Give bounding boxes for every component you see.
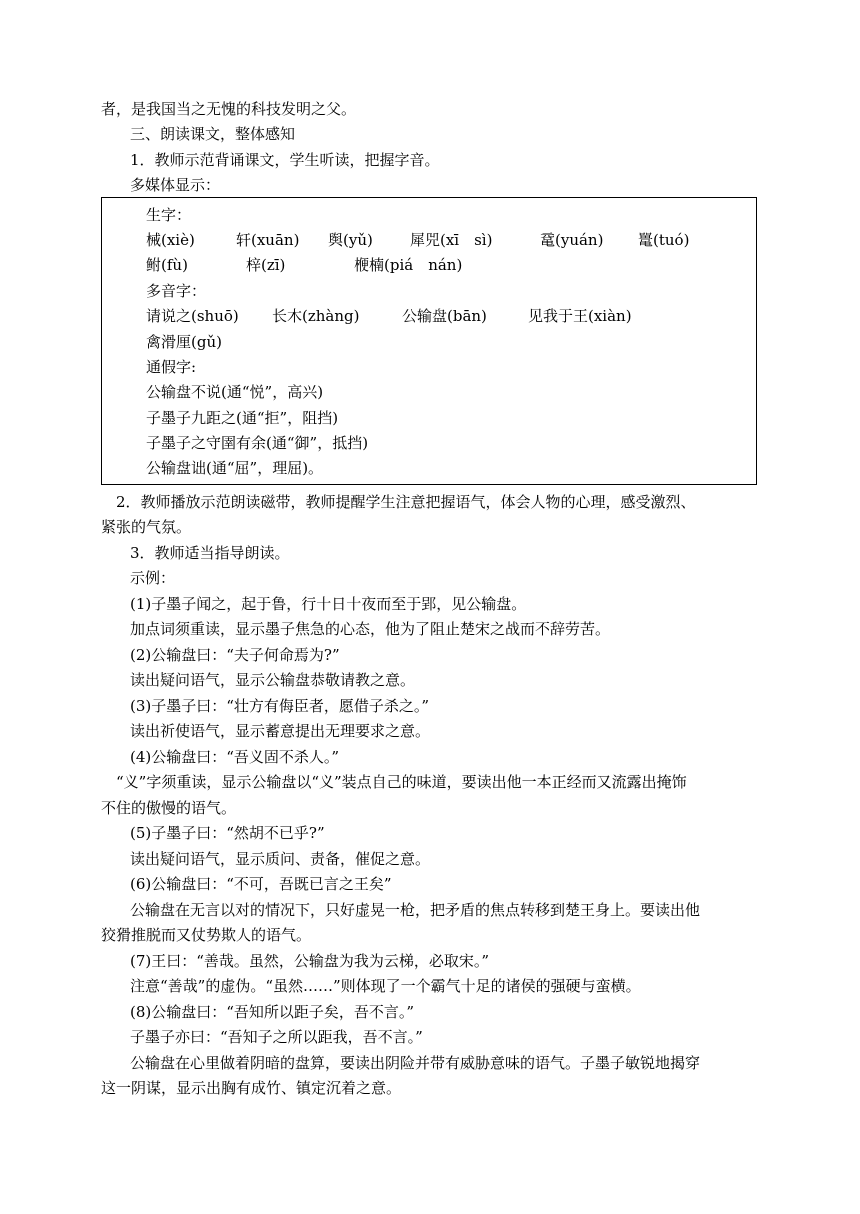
intro-paragraph-end: 者，是我国当之无愧的科技发明之父。	[101, 100, 357, 118]
example-7: (7)王曰：“善哉。虽然，公输盘为我为云梯，必取宋。”	[130, 952, 490, 970]
example-1: (1)子墨子闻之，起于鲁，行十日十夜而至于郢，见公输盘。	[130, 595, 527, 613]
example-2: (2)公输盘曰：“夫子何命焉为?”	[130, 646, 340, 664]
char-item: 舆(yǔ)	[328, 231, 373, 249]
new-chars-row-1	[146, 228, 689, 252]
tongjia-item: 子墨子之守圉有余(通“御”，抵挡)	[146, 434, 369, 452]
char-item: 楩楠(piá nán)	[354, 256, 463, 274]
example-5-note: 读出疑问语气，显示质问、责备，催促之意。	[130, 850, 431, 868]
polyphone-row-2: 禽滑厘(gǔ)	[146, 333, 222, 351]
multimedia-label: 多媒体显示：	[130, 176, 221, 194]
step-2-cont: 紧张的气氛。	[101, 518, 192, 536]
example-4-note: “义”字须重读，显示公输盘以“义”装点自己的味道，要读出他一本正经而又流露出掩饰	[116, 773, 687, 791]
example-3: (3)子墨子曰：“壮方有侮臣者，愿借子杀之。”	[130, 697, 430, 715]
example-4-note-cont: 不住的傲慢的语气。	[101, 799, 237, 817]
char-item: 长木(zhàng)	[272, 307, 360, 325]
char-item: 犀兕(xī sì)	[410, 231, 493, 249]
char-item: 鼋(yuán)	[540, 231, 604, 249]
new-chars-label: 生字：	[146, 206, 192, 224]
char-item: 请说之(shuō)	[146, 307, 239, 325]
example-6-note-cont: 狡猾推脱而又仗势欺人的语气。	[101, 926, 312, 944]
step-1: 1．教师示范背诵课文，学生听读，把握字音。	[130, 151, 440, 169]
char-item: 鲋(fù)	[146, 256, 188, 274]
example-6: (6)公输盘曰：“不可，吾既已言之王矣”	[130, 875, 392, 893]
tongjia-item: 子墨子九距之(通“拒”，阻挡)	[146, 409, 339, 427]
example-3-note: 读出祈使语气，显示蓄意提出无理要求之意。	[130, 722, 431, 740]
example-7-note: 注意“善哉”的虚伪。“虽然……”则体现了一个霸气十足的诸侯的强硬与蛮横。	[130, 977, 641, 995]
char-item: 见我于王(xiàn)	[528, 307, 632, 325]
step-3: 3．教师适当指导朗读。	[130, 544, 290, 562]
example-4: (4)公输盘曰：“吾义固不杀人。”	[130, 748, 340, 766]
example-8-reply: 子墨子亦曰：“吾知子之所以距我，吾不言。”	[130, 1028, 423, 1046]
example-1-note: 加点词须重读，显示墨子焦急的心态，他为了阻止楚宋之战而不辞劳苦。	[130, 620, 611, 638]
example-8: (8)公输盘曰：“吾知所以距子矣，吾不言。”	[130, 1003, 415, 1021]
new-chars-row-2	[146, 253, 462, 277]
step-2: 2．教师播放示范朗读磁带，教师提醒学生注意把握语气，体会人物的心理，感受激烈、	[116, 493, 696, 511]
example-8-note: 公输盘在心里做着阴暗的盘算，要读出阴险并带有威胁意味的语气。子墨子敏锐地揭穿	[130, 1054, 701, 1072]
example-5: (5)子墨子曰：“然胡不已乎?”	[130, 824, 325, 842]
polyphone-label: 多音字：	[146, 282, 207, 300]
tongjia-item: 公输盘不说(通“悦”，高兴)	[146, 383, 324, 401]
tongjia-label: 通假字:	[146, 358, 197, 376]
example-label: 示例：	[130, 569, 176, 587]
char-item: 梓(zī)	[246, 256, 286, 274]
example-2-note: 读出疑问语气，显示公输盘恭敬请教之意。	[130, 671, 416, 689]
char-item: 鼍(tuó)	[638, 231, 690, 249]
char-item: 械(xiè)	[146, 231, 195, 249]
char-item: 轩(xuān)	[236, 231, 300, 249]
example-6-note: 公输盘在无言以对的情况下，只好虚晃一枪，把矛盾的焦点转移到楚王身上。要读出他	[130, 901, 701, 919]
char-item: 公输盘(bān)	[402, 307, 487, 325]
example-8-note-cont: 这一阴谋，显示出胸有成竹、镇定沉着之意。	[101, 1079, 402, 1097]
pronunciation-box	[101, 197, 757, 485]
polyphone-row-1	[146, 304, 632, 328]
section-heading: 三、朗读课文，整体感知	[130, 125, 296, 143]
tongjia-item: 公输盘诎(通“屈”，理屈)。	[146, 459, 324, 477]
